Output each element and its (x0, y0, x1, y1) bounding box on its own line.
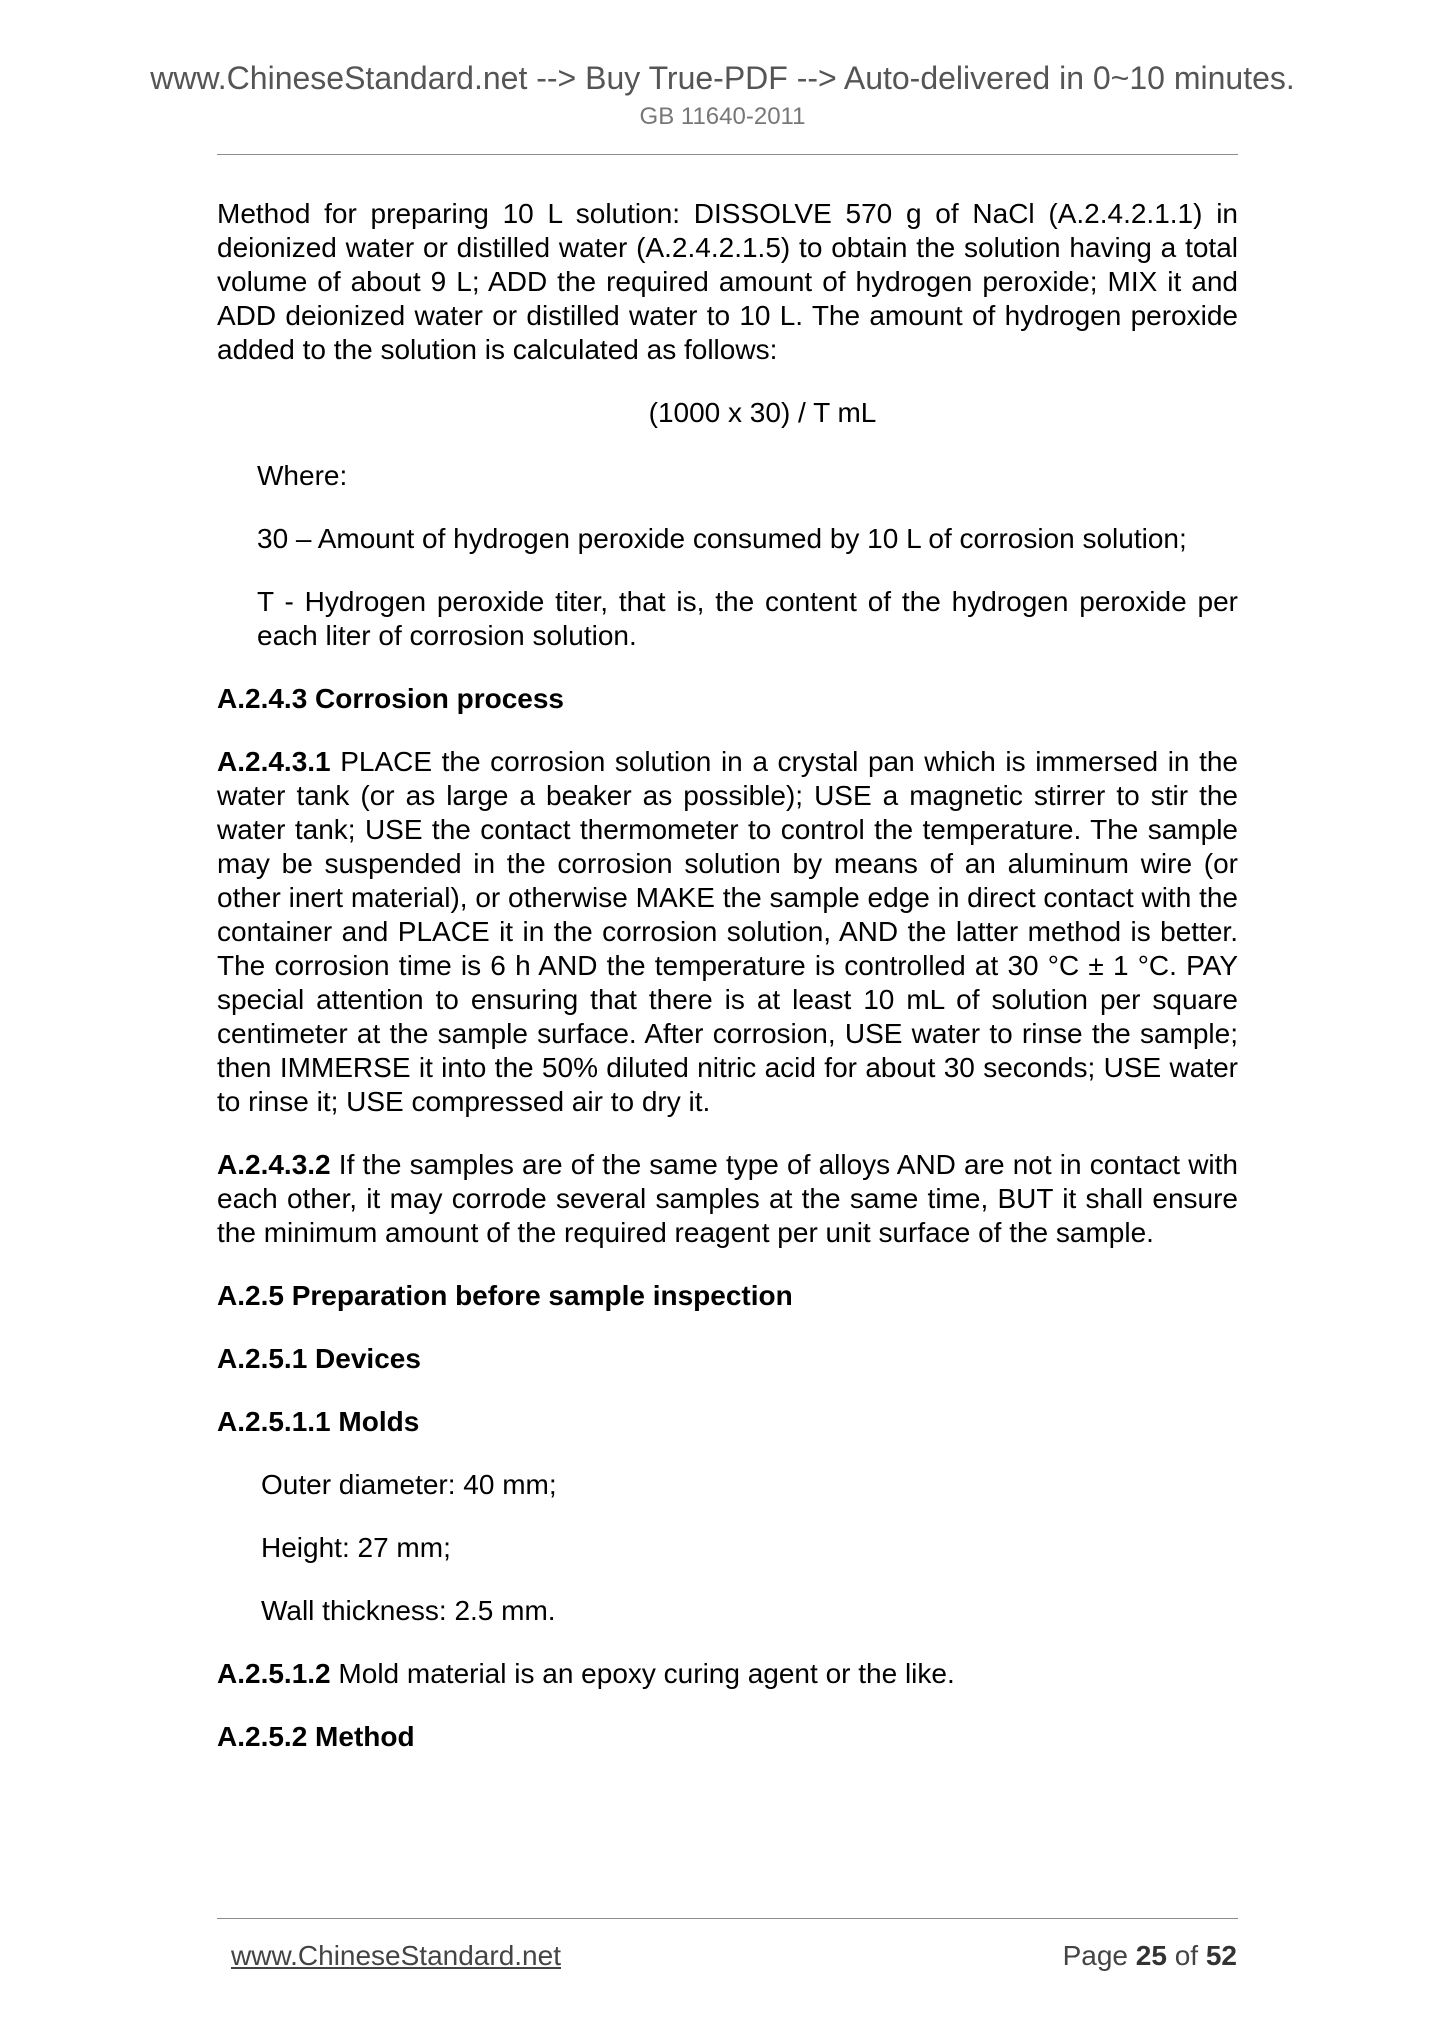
page-header (0, 58, 1445, 132)
clause-text-a2432: If the samples are of the same type of alloys AND are not in contact with each other, it may corrode several samples at the same time, BUT it shall ensure the minimum amount of the required reagent per unit surface of the sample. (217, 1149, 1238, 1248)
heading-a252 (217, 1720, 1238, 1754)
heading-a25-text: A.2.5 Preparation before sample inspection (217, 1280, 793, 1311)
where-label: Where: (257, 460, 348, 491)
paragraph-a2432 (217, 1148, 1238, 1250)
clause-number-a2512: A.2.5.1.2 (217, 1658, 331, 1689)
paragraph-a2512 (217, 1657, 1238, 1691)
mold-height: Height: 27 mm; (261, 1532, 451, 1563)
page-total: 52 (1205, 1940, 1237, 1971)
heading-a25 (217, 1279, 1238, 1313)
mold-wall-thickness: Wall thickness: 2.5 mm. (261, 1595, 556, 1626)
clause-number-a2431: A.2.4.3.1 (217, 746, 331, 777)
heading-a243 (217, 682, 1238, 716)
page-current: 25 (1135, 1940, 1167, 1971)
clause-text-a2431: PLACE the corrosion solution in a crystal pan which is immersed in the water tank (or as large a beaker as possible); USE a magnetic stirrer to stir the water tank; USE the contact thermometer to control the temperature. The sample may be suspended in the corrosion solution by means of an aluminum wire (or other inert material), or otherwise MAKE the sample edge in direct contact with the container and PLACE it in the corrosion solution, AND the latter method is better. The corrosion time is 6 h AND the temperature is controlled at 30 °C ± 1 °C. PAY special attention to ensuring that there is at least 10 mL of solution per square centimeter at the sample surface. After corrosion, USE water to rinse the sample; then IMMERSE it into the 50% diluted nitric acid for about 30 seconds; USE water to rinse it; USE compressed air to dry it. (217, 746, 1238, 1117)
mold-outer-diameter: Outer diameter: 40 mm; (261, 1469, 557, 1500)
heading-a2511 (217, 1405, 1238, 1439)
header-banner[interactable]: www.ChineseStandard.net --> Buy True-PDF --> Auto-delivered in 0~10 minutes. (150, 60, 1295, 96)
paragraph-a2431 (217, 745, 1238, 1119)
formula: (1000 x 30) / T mL (648, 397, 877, 428)
heading-a243-text: A.2.4.3 Corrosion process (217, 683, 565, 714)
heading-a252-text: A.2.5.2 Method (217, 1721, 415, 1752)
standard-code: GB 11640-2011 (639, 103, 806, 130)
definition-t: T - Hydrogen peroxide titer, that is, the content of the hydrogen peroxide per each liter of corrosion solution. (257, 586, 1238, 651)
clause-text-a2512: Mold material is an epoxy curing agent or the like. (330, 1658, 955, 1689)
heading-a2511-text: A.2.5.1.1 Molds (217, 1406, 420, 1437)
header-divider (217, 154, 1238, 155)
heading-a251 (217, 1342, 1238, 1376)
document-body (217, 197, 1238, 1783)
page-prefix: Page (1062, 1940, 1136, 1971)
clause-number-a2432: A.2.4.3.2 (217, 1149, 331, 1180)
definition-30: 30 – Amount of hydrogen peroxide consumed by 10 L of corrosion solution; (257, 523, 1187, 554)
page-of: of (1166, 1940, 1206, 1971)
heading-a251-text: A.2.5.1 Devices (217, 1343, 421, 1374)
footer-divider (217, 1918, 1238, 1919)
page-number (1063, 1939, 1237, 1973)
footer-website-link[interactable]: www.ChineseStandard.net (231, 1940, 561, 1971)
paragraph-solution-preparation: Method for preparing 10 L solution: DISSOLVE 570 g of NaCl (A.2.4.2.1.1) in deionized water or distilled water (A.2.4.2.1.5) to obtain the solution having a total volume of about 9 L; ADD the required amount of hydrogen peroxide; MIX it and ADD deionized water or distilled water to 10 L. The amount of hydrogen peroxide added to the solution is calculated as follows: (217, 198, 1238, 365)
